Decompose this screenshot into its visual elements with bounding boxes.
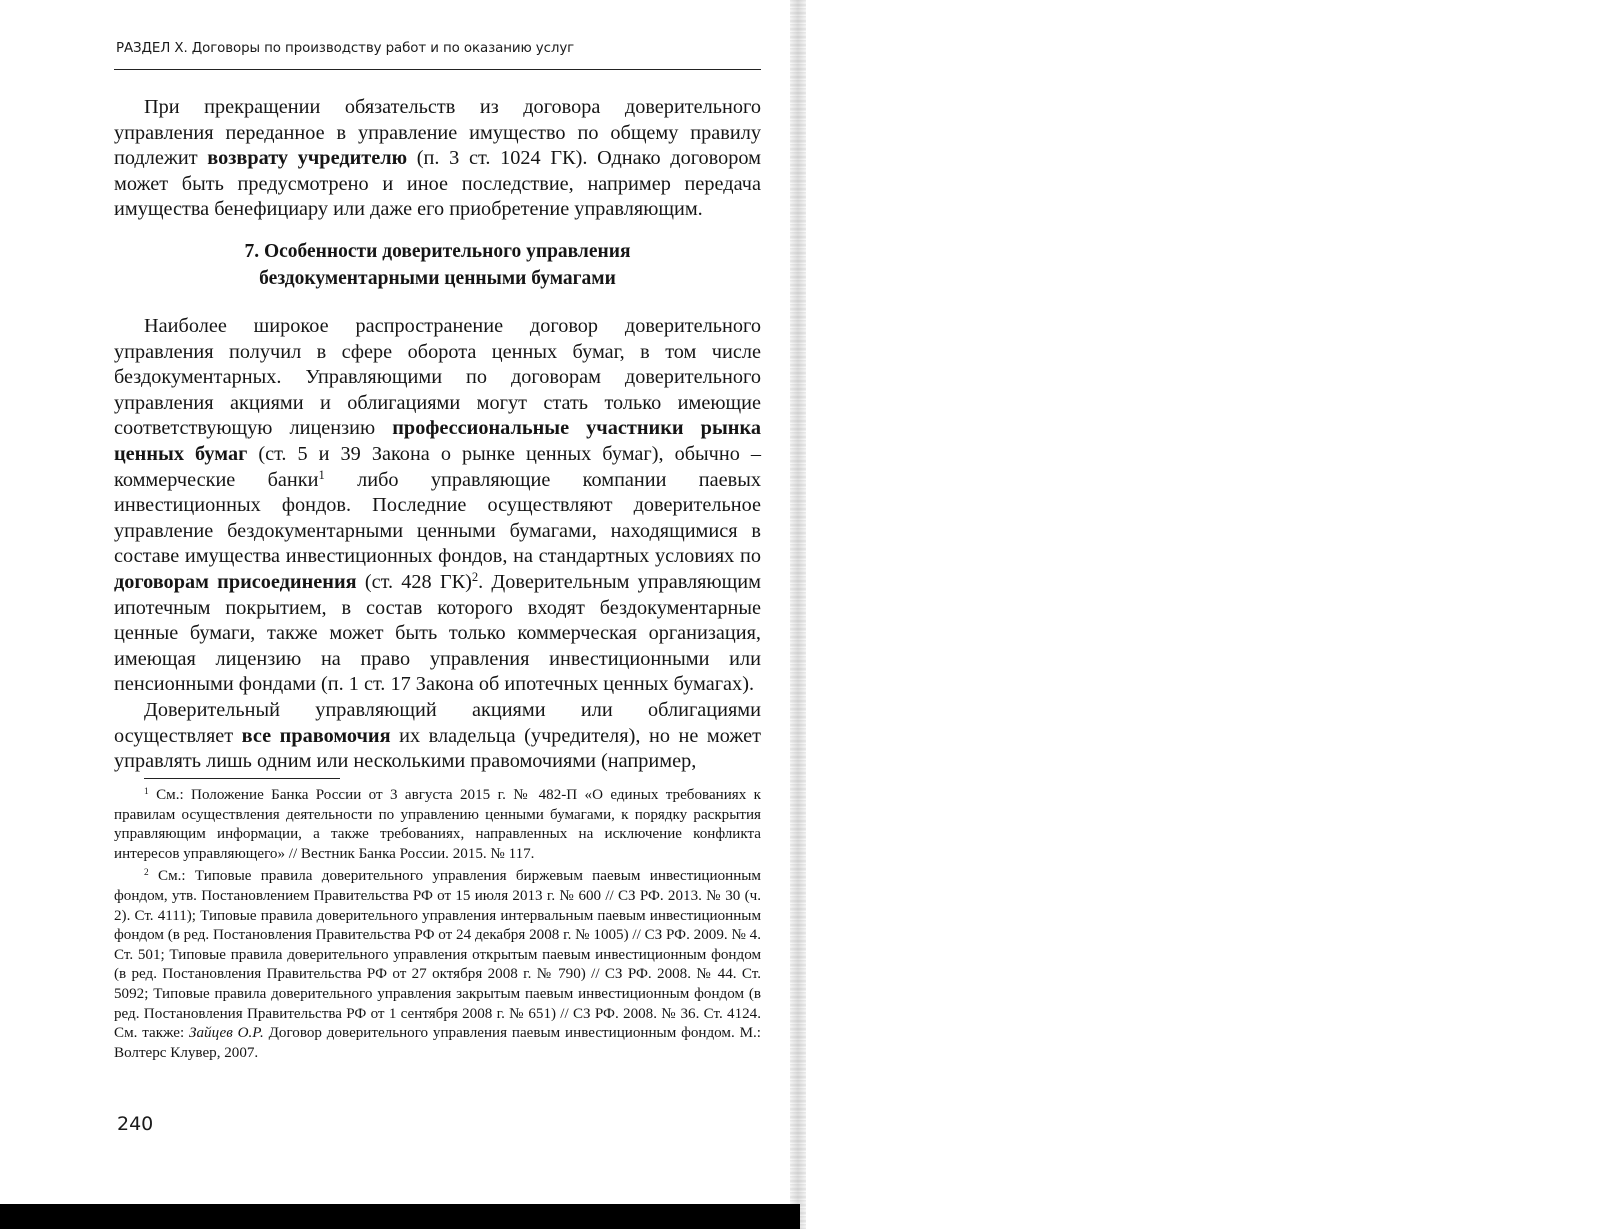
para1-text-c: (п. 3 ст. 1024 ГК). Однако договором может быть предусмотрено и иное последствие, например передача имущества бенефициару или даже его приобретение управляющим.	[114, 147, 761, 221]
paragraph-securities-management	[114, 314, 761, 775]
paragraph-return-of-property	[114, 95, 761, 223]
page-number: 240	[117, 1113, 154, 1135]
book-gutter-shadow	[790, 0, 806, 1229]
footnote-1	[114, 786, 761, 864]
running-head: РАЗДЕЛ X. Договоры по производству работ и по оказанию услуг	[116, 41, 575, 56]
footnote-1-text: См.: Положение Банка России от 3 августа 2015 г. № 482-П «О единых требованиях к правилам осуществления деятельности по управлению ценными бумагами, к порядку раскрытия управляющим информации, а также требованиях, направленных на исключение конфликта интересов управляющего» // Вестник Банка России. 2015. № 117.	[114, 787, 761, 862]
section-heading	[114, 238, 761, 292]
footnote-2-text-a: См.: Типовые правила доверительного управления биржевым паевым инвестиционным фондом, утв. Постановлением Правительства РФ от 15 июля 2013 г. № 600 // СЗ РФ. 2013. № 30 (ч. 2). Ст. 4111); Типовые правила доверительного управления интервальным паевым инвестиционным фондом (в ред. Постановления Правительства РФ от 24 декабря 2008 г. № 1005) // СЗ РФ. 2009. № 4. Ст. 501; Типовые правила доверительного управления открытым паевым инвестиционным фондом (в ред. Постановления Правительства РФ от 27 октября 2008 г. № 790) // СЗ РФ. 2008. № 44. Ст. 5092; Типовые правила доверительного управления закрытым паевым инвестиционным фондом (в ред. Постановления Правительства РФ от 1 сентября 2008 г. № 651) // СЗ РФ. 2008. № 36. Ст. 4124. См. также:	[114, 868, 761, 1042]
para1-bold-term: возврату учредителю	[207, 147, 408, 170]
para3-text-c: их владельца (учредителя), но не может управлять лишь одним или несколькими правомочиями (например,	[114, 724, 761, 773]
footnote-2-author: Зайцев О.Р.	[189, 1025, 264, 1042]
para2-text-d: либо управляющие компании паевых инвестиционных фондов. Последние осуществляют доверительное управление бездокументарными ценными бумагами, находящимися в составе имущества инвестиционных фондов, на стандартных условиях по	[114, 468, 761, 568]
running-head-rule	[114, 69, 761, 70]
footnote-ref-2: 2	[471, 570, 479, 585]
footnote-2	[114, 867, 761, 1063]
paragraph-trustee-powers	[114, 698, 761, 775]
scan-bottom-edge	[0, 1204, 800, 1229]
para2-bold-adhesion-contracts: договорам присоединения	[114, 570, 357, 593]
footnote-2-mark: 2	[144, 868, 149, 879]
para3-bold-all-powers: все правомочия	[241, 724, 391, 747]
para2-text-f: (ст. 428 ГК)	[356, 570, 472, 593]
para2-text-c: (ст. 5 и 39 Закона о рынке ценных бумаг), обычно – коммерческие банки	[114, 442, 761, 491]
footnotes	[114, 786, 761, 1063]
para1-text-a: При прекращении обязательств из договора доверительного управления переданное в управление имущество по общему правилу подлежит	[114, 96, 761, 170]
para3-text-a: Доверительный управляющий акциями или облигациями осуществляет	[114, 698, 761, 747]
para2-bold-professional-participants: профессиональные участники рынка ценных бумаг	[114, 417, 761, 465]
para2-text-g: . Доверительным управляющим ипотечным покрытием, в состав которого входят бездокументарные ценные бумаги, также может быть только коммерческая организация, имеющая лицензию на право управления инвестиционными или пенсионными фондами (п. 1 ст. 17 Закона об ипотечных ценных бумагах).	[114, 570, 761, 696]
para2-text-a: Наиболее широкое распространение договор доверительного управления получил в сфере оборота ценных бумаг, в том числе бездокументарных. Управляющими по договорам доверительного управления акциями и облигациями могут стать только имеющие соответствующую лицензию	[114, 315, 761, 440]
footnote-separator	[144, 778, 340, 779]
footnote-2-text-b: Договор доверительного управления паевым инвестиционным фондом. М.: Волтерс Клувер, 2007.	[114, 1025, 761, 1061]
section-heading-line-2: бездокументарными ценными бумагами	[259, 268, 616, 289]
footnote-ref-1: 1	[318, 467, 325, 482]
section-heading-line-1: 7. Особенности доверительного управления	[244, 241, 631, 262]
footnote-1-mark: 1	[144, 786, 149, 797]
blank-facing-page	[802, 0, 1600, 1229]
